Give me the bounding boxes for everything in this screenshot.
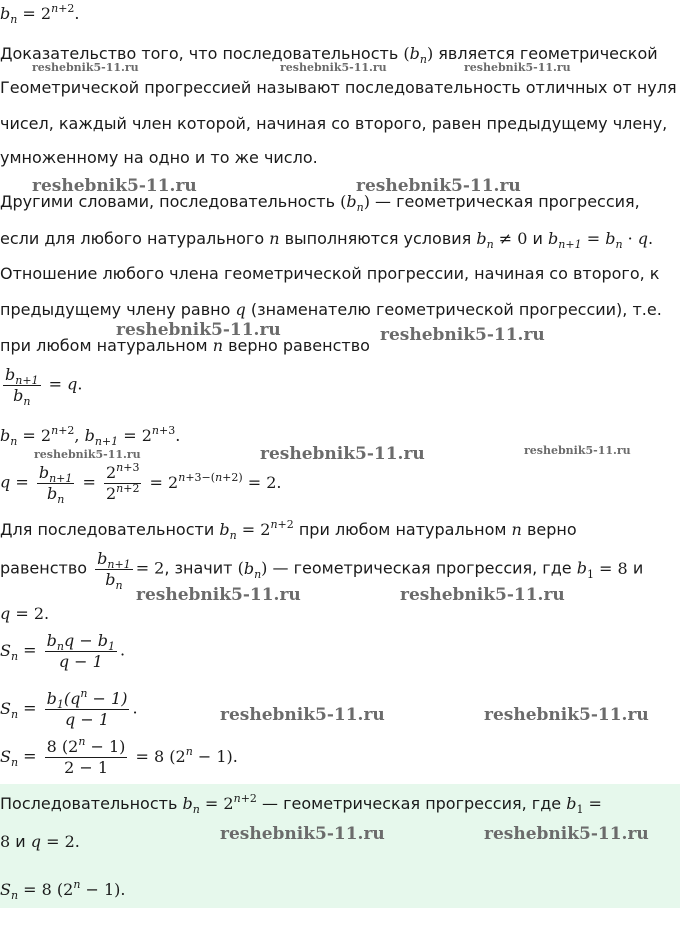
- sn-formula: $S_n$ = $\frac{8 (2^n - 1)}{2 - 1}$ = 8 $(2^n - 1)$.: [0, 735, 238, 777]
- ratio-formula: $\frac{b_{n+1}}{b_n}$ = q.: [5, 365, 83, 408]
- watermark: reshebnik5-11.ru: [260, 444, 425, 464]
- conclusion-formula: $S_n = 8$ $(2^n - 1)$.: [0, 878, 126, 902]
- q-value: q = 2.: [0, 604, 50, 623]
- watermark: reshebnik5-11.ru: [524, 444, 631, 457]
- ratio-line: при любом натуральном n верно равенство: [0, 336, 370, 355]
- watermark: reshebnik5-11.ru: [32, 61, 139, 74]
- definition-line: Геометрической прогрессией называют последовательность отличных от нуля: [0, 78, 677, 97]
- watermark: reshebnik5-11.ru: [136, 585, 301, 605]
- for-seq-line: Для последовательности $b_n = 2^{n+2}$ при любом натуральном n верно: [0, 518, 577, 542]
- watermark: reshebnik5-11.ru: [34, 448, 141, 461]
- watermark: reshebnik5-11.ru: [484, 705, 649, 725]
- conclusion-line: Последовательность $b_n = 2^{n+2}$ — геометрическая прогрессия, где $b_1$ =: [0, 792, 602, 816]
- q-formula: q = $\frac{b_{n+1}}{b_n}$ = $\frac{2^{n+3}}{2^{n+2}}$ = $2^{n+3-(n+2)} = 2$.: [0, 461, 282, 506]
- watermark: reshebnik5-11.ru: [484, 824, 649, 844]
- watermark: reshebnik5-11.ru: [116, 320, 281, 340]
- watermark: reshebnik5-11.ru: [280, 61, 387, 74]
- formula-bn: $b_n = 2^{n+2}$.: [0, 2, 80, 26]
- ratio-line: предыдущему члену равно q (знаменателю геометрической прогрессии), т.е.: [0, 300, 662, 319]
- definition-line: чисел, каждый член которой, начиная со второго, равен предыдущему члену,: [0, 114, 668, 133]
- ratio-line: Отношение любого члена геометрической прогрессии, начиная со второго, к: [0, 264, 660, 283]
- sn-formula: $S_n$ = $\frac{b_1(q^n - 1)}{q - 1}$ .: [0, 687, 138, 729]
- watermark: reshebnik5-11.ru: [400, 585, 565, 605]
- definition-line: умноженному на одно и то же число.: [0, 148, 318, 167]
- watermark: reshebnik5-11.ru: [220, 705, 385, 725]
- sn-formula: $S_n$ = $\frac{b_nq - b_1}{q - 1}$ .: [0, 631, 126, 671]
- watermark: reshebnik5-11.ru: [464, 61, 571, 74]
- equality-line: равенство $\frac{b_{n+1}}{b_n}$ = 2, значит $(b_n)$ — геометрическая прогрессия, где $b_1 = 8$ и: [0, 549, 644, 592]
- other-words-line: Другими словами, последовательность $(b_n)$ — геометрическая прогрессия,: [0, 192, 640, 214]
- terms-formula: $b_n = 2^{n+2}$, $b_{n+1} = 2^{n+3}$.: [0, 424, 181, 448]
- conditions-line: если для любого натурального n выполняются условия $b_n \ne 0$ и $b_{n+1} = b_n \cdot q$.: [0, 229, 654, 251]
- watermark: reshebnik5-11.ru: [380, 325, 545, 345]
- watermark: reshebnik5-11.ru: [356, 176, 521, 196]
- conclusion-line: 8 и q = 2.: [0, 832, 80, 851]
- watermark: reshebnik5-11.ru: [32, 176, 197, 196]
- watermark: reshebnik5-11.ru: [220, 824, 385, 844]
- proof-heading: Доказательство того, что последовательность $(b_n)$ является геометрической: [0, 44, 658, 66]
